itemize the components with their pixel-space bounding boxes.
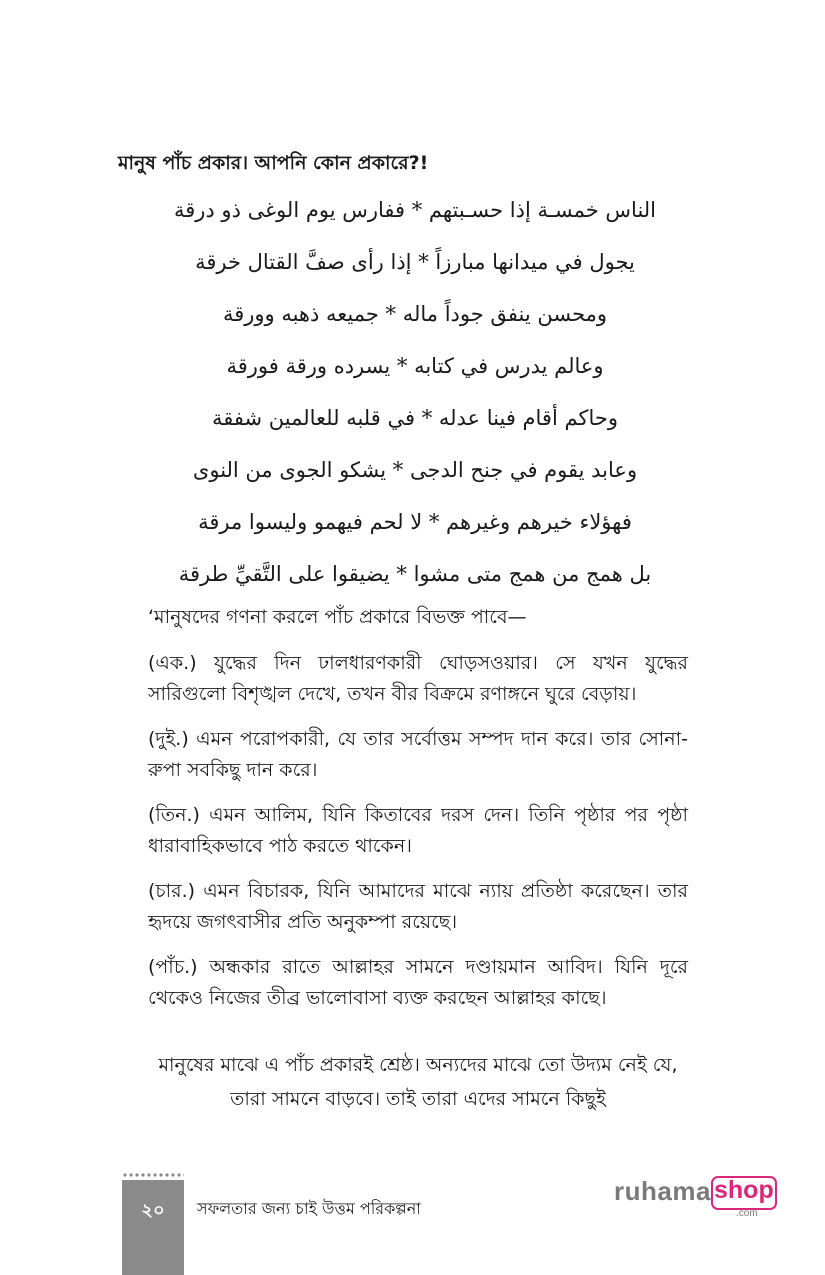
paragraph: (দুই.) এমন পরোপকারী, যে তার সর্বোত্তম সম্পদ দান করে। তার সোনা-রুপা সবকিছু দান করে।: [148, 728, 688, 781]
watermark-ruhama: ruhama: [614, 1176, 711, 1206]
book-title: সফলতার জন্য চাই উত্তম পরিকল্পনা: [197, 1199, 421, 1218]
poem-line: فهؤلاء خيرهم وغيرهم * لا لحم فيهمو وليسوا مرقة: [198, 510, 632, 534]
poem-line: الناس خمسـة إذا حسـبتهم * ففارس يوم الوغى ذو درقة: [173, 198, 657, 222]
paragraph: (চার.) এমন বিচারক, যিনি আমাদের মাঝে ন্যায় প্রতিষ্ঠা করেছেন। তার হৃদয়ে জগৎবাসীর প্রতি অনুকম্পা রয়েছে।: [148, 880, 688, 933]
poem-line: وحاكم أقام فينا عدله * في قلبه للعالمين شفقة: [212, 406, 618, 430]
watermark-logo: [614, 1176, 779, 1220]
footer-dots: [122, 1172, 184, 1178]
poem-line: وعابد يقوم في جنح الدجى * يشكو الجوى من النوى: [192, 458, 638, 482]
poem-line: وعالم يدرس في كتابه * يسرده ورقة فورقة: [226, 354, 604, 378]
watermark-com: .com: [736, 1208, 758, 1219]
section-heading: মানুষ পাঁচ প্রকার। আপনি কোন প্রকারে?!: [118, 152, 429, 174]
arabic-poem: [120, 190, 710, 606]
watermark-shop: shop: [714, 1176, 774, 1204]
paragraph: (তিন.) এমন আলিম, যিনি কিতাবের দরস দেন। তিনি পৃষ্ঠার পর পৃষ্ঠা ধারাবাহিকভাবে পাঠ করতে থাকেন।: [148, 804, 688, 857]
poem-line: يجول في ميدانها مبارزاً * إذا رأى صفَّ القتال خرقة: [195, 250, 635, 274]
page-number: ২০: [141, 1200, 165, 1221]
page-number-strip: [122, 1180, 184, 1275]
intro-line: ‘মানুষদের গণনা করলে পাঁচ প্রকারে বিভক্ত পাবে—: [148, 606, 527, 628]
poem-line: بل همج من همج متى مشوا * يضيقوا على التَّقيِّ طرقة: [178, 562, 652, 586]
closing-paragraph: মানুষের মাঝে এ পাঁচ প্রকারই শ্রেষ্ঠ। অন্যদের মাঝে তো উদ্যম নেই যে, তারা সামনে বাড়বে। তাই তারা এদের সামনে কিছুই: [158, 1054, 678, 1110]
paragraph-list: [148, 648, 688, 1028]
paragraph: (এক.) যুদ্ধের দিন ঢালধারণকারী ঘোড়সওয়ার। সে যখন যুদ্ধের সারিগুলো বিশৃঙ্খল দেখে, তখন বীর বিক্রমে রণাঙ্গনে ঘুরে বেড়ায়।: [148, 652, 688, 705]
poem-line: ومحسن ينفق جوداً ماله * جميعه ذهبه وورقة: [222, 302, 608, 326]
paragraph: (পাঁচ.) অন্ধকার রাতে আল্লাহর সামনে দণ্ডায়মান আবিদ। যিনি দূরে থেকেও নিজের তীব্র ভালোবাসা ব্যক্ত করছেন আল্লাহর কাছে।: [148, 956, 688, 1009]
